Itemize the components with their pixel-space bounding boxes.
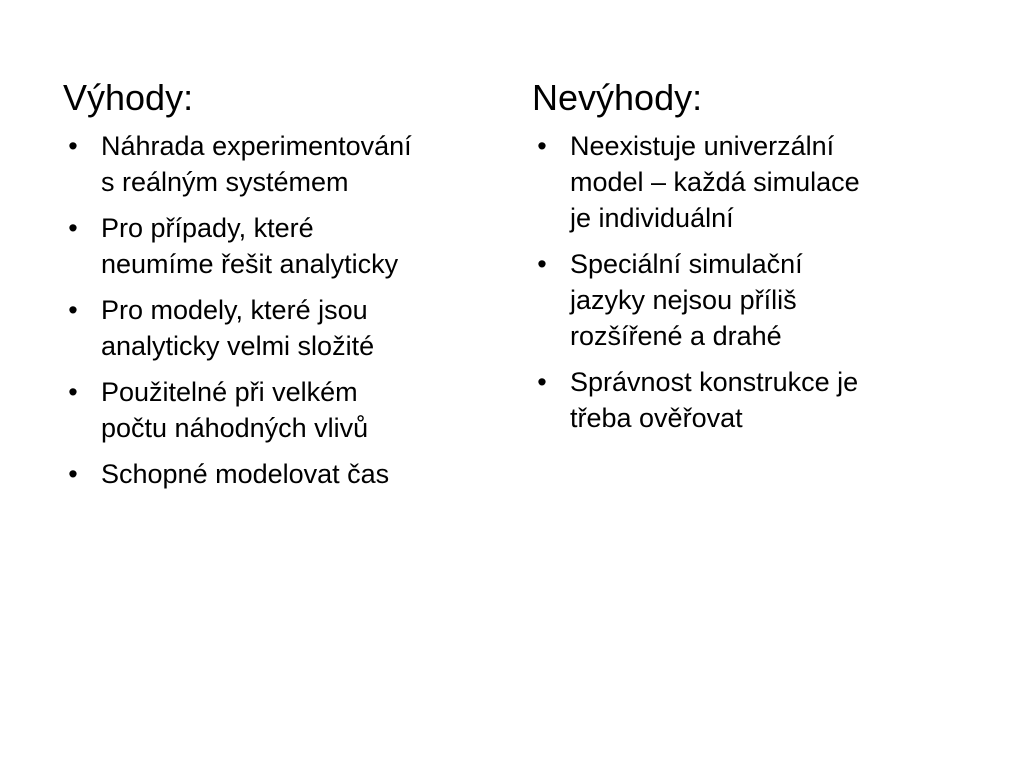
list-item: [63, 210, 503, 282]
bullet-icon: •: [68, 295, 78, 325]
disadvantages-column: [532, 76, 972, 446]
list-item: [532, 246, 972, 354]
list-item-text: Schopné modelovat čas: [101, 459, 390, 489]
bullet-icon: •: [68, 213, 78, 243]
advantages-list: [63, 128, 503, 492]
list-item-text: Pro modely, které jsou analyticky velmi složité: [101, 295, 375, 361]
list-item: [63, 456, 503, 492]
list-item: [63, 374, 503, 446]
list-item-text: Použitelné při velkém počtu náhodných vlivů: [101, 377, 369, 443]
bullet-icon: •: [537, 249, 547, 279]
disadvantages-list: [532, 128, 972, 436]
bullet-icon: •: [537, 367, 547, 397]
list-item: [63, 292, 503, 364]
list-item: [532, 364, 972, 436]
disadvantages-heading: Nevýhody:: [532, 77, 703, 118]
bullet-icon: •: [68, 131, 78, 161]
bullet-icon: •: [68, 459, 78, 489]
list-item-text: Speciální simulační jazyky nejsou příliš rozšířené a drahé: [570, 249, 803, 351]
list-item-text: Náhrada experimentování s reálným systémem: [101, 131, 412, 197]
bullet-icon: •: [68, 377, 78, 407]
list-item-text: Neexistuje univerzální model – každá simulace je individuální: [570, 131, 860, 233]
list-item-text: Správnost konstrukce je třeba ověřovat: [570, 367, 859, 433]
list-item-text: Pro případy, které neumíme řešit analyticky: [101, 213, 399, 279]
advantages-heading: Výhody:: [63, 77, 194, 118]
list-item: [63, 128, 503, 200]
list-item: [532, 128, 972, 236]
bullet-icon: •: [537, 131, 547, 161]
advantages-column: [63, 76, 503, 502]
